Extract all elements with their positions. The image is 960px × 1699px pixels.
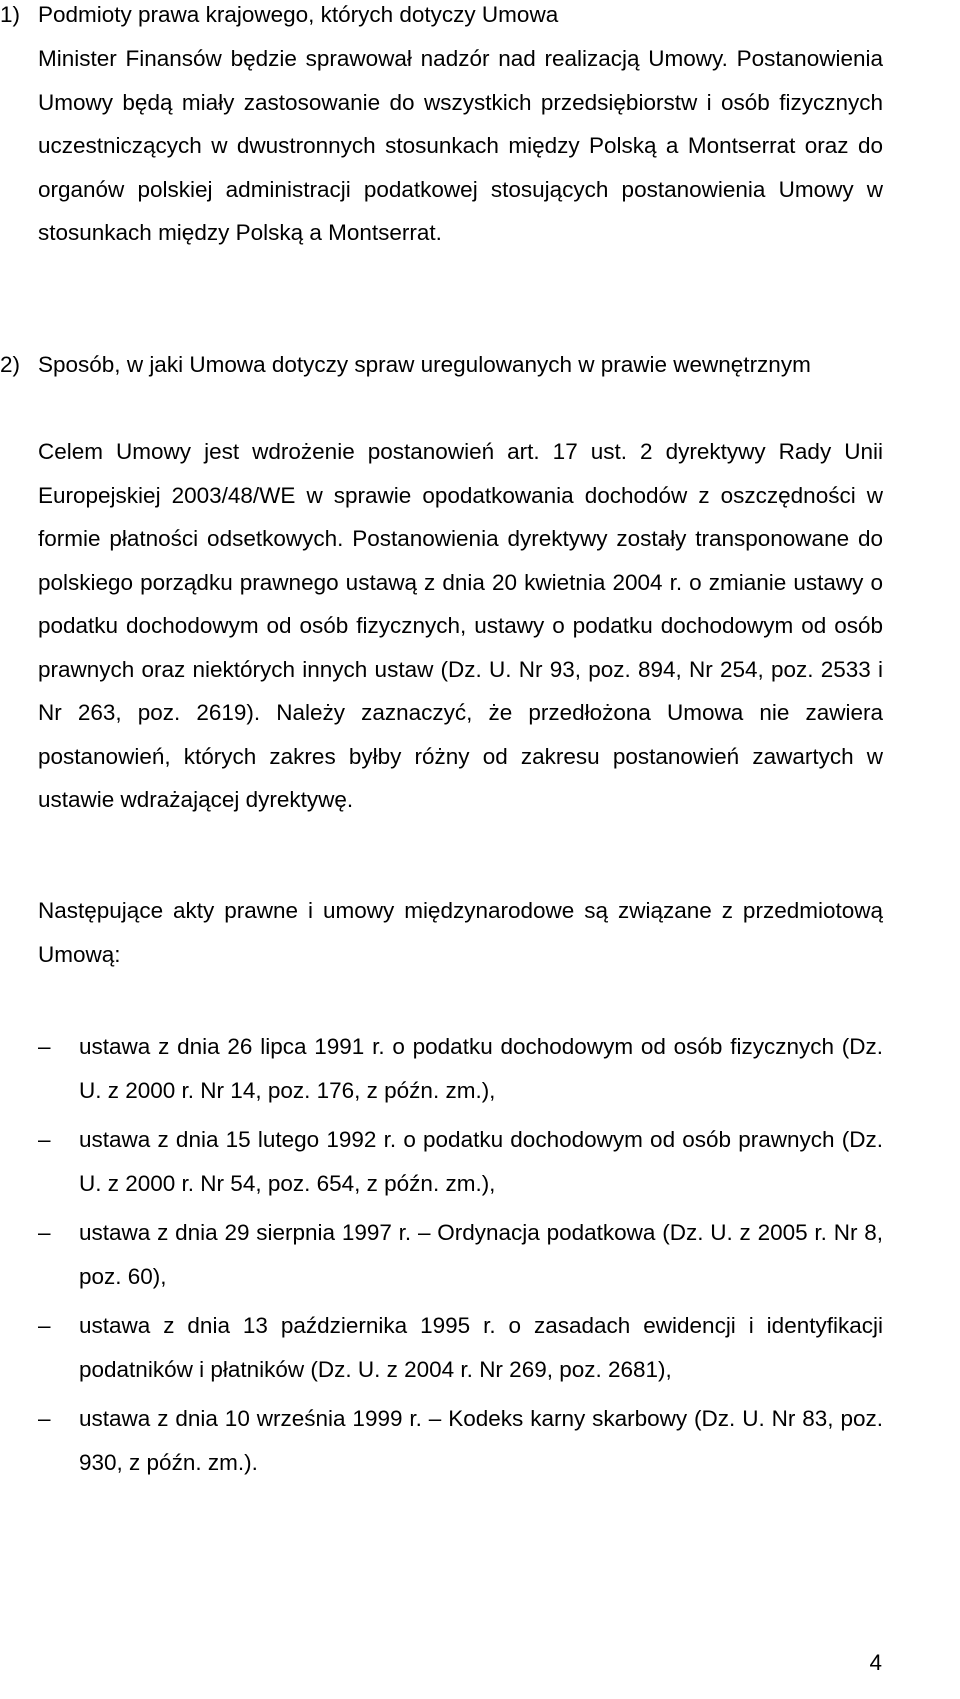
list-item-text: ustawa z dnia 15 lutego 1992 r. o podatku dochodowym od osób prawnych (Dz. U. z 2000 r. Nr 54, poz. 654, z późn. zm.), (79, 1127, 883, 1196)
list-item (38, 1211, 883, 1298)
list-item (38, 1397, 883, 1484)
section-2-number: 2) (0, 352, 21, 377)
list-dash: – (38, 1127, 51, 1152)
list-item (38, 1118, 883, 1205)
list-dash: – (38, 1313, 51, 1338)
list-dash: – (38, 1406, 51, 1431)
list-dash: – (38, 1034, 51, 1059)
list-item (38, 1025, 883, 1112)
list-item (38, 1304, 883, 1391)
section-2-title: Sposób, w jaki Umowa dotyczy spraw uregulowanych w prawie wewnętrznym (38, 352, 811, 377)
list-item-text: ustawa z dnia 26 lipca 1991 r. o podatku dochodowym od osób fizycznych (Dz. U. z 2000 r. Nr 14, poz. 176, z późn. zm.), (79, 1034, 883, 1103)
section-1-number: 1) (0, 2, 21, 27)
page-number: 4 (869, 1650, 882, 1675)
section-1-paragraph: Minister Finansów będzie sprawował nadzór nad realizacją Umowy. Postanowienia Umowy będą miały zastosowanie do wszystkich przedsiębiorstw i osób fizycznych uczestniczących w dwustronnych stosunkach między Polską a Montserrat oraz do organów polskiej administracji podatkowej stosujących postanowienia Umowy w stosunkach między Polską a Montserrat. (38, 46, 883, 245)
section-2-paragraph-1: Celem Umowy jest wdrożenie postanowień art. 17 ust. 2 dyrektywy Rady Unii Europejskiej 2003/48/WE w sprawie opodatkowania dochodów z oszczędności w formie płatności odsetkowych. Postanowienia dyrektywy zostały transponowane do polskiego porządku prawnego ustawą z dnia 20 kwietnia 2004 r. o zmianie ustawy o podatku dochodowym od osób fizycznych, ustawy o podatku dochodowym od osób prawnych oraz niektórych innych ustaw (Dz. U. Nr 93, poz. 894, Nr 254, poz. 2533 i Nr 263, poz. 2619). Należy zaznaczyć, że przedłożona Umowa nie zawiera postanowień, których zakres byłby różny od zakresu postanowień zawartych w ustawie wdrażającej dyrektywę. (38, 439, 883, 812)
section-2-paragraph-2: Następujące akty prawne i umowy międzynarodowe są związane z przedmiotową Umową: (38, 898, 883, 967)
list-item-text: ustawa z dnia 10 września 1999 r. – Kodeks karny skarbowy (Dz. U. Nr 83, poz. 930, z późn. zm.). (79, 1406, 883, 1475)
list-item-text: ustawa z dnia 13 października 1995 r. o zasadach ewidencji i identyfikacji podatników i płatników (Dz. U. z 2004 r. Nr 269, poz. 2681), (79, 1313, 883, 1382)
section-1-heading (0, 0, 558, 37)
section-1-title: Podmioty prawa krajowego, których dotyczy Umowa (38, 2, 559, 27)
list-dash: – (38, 1220, 51, 1245)
related-acts-list (38, 1025, 883, 1490)
section-2-heading (0, 343, 811, 387)
list-item-text: ustawa z dnia 29 sierpnia 1997 r. – Ordynacja podatkowa (Dz. U. z 2005 r. Nr 8, poz. 60), (79, 1220, 883, 1289)
